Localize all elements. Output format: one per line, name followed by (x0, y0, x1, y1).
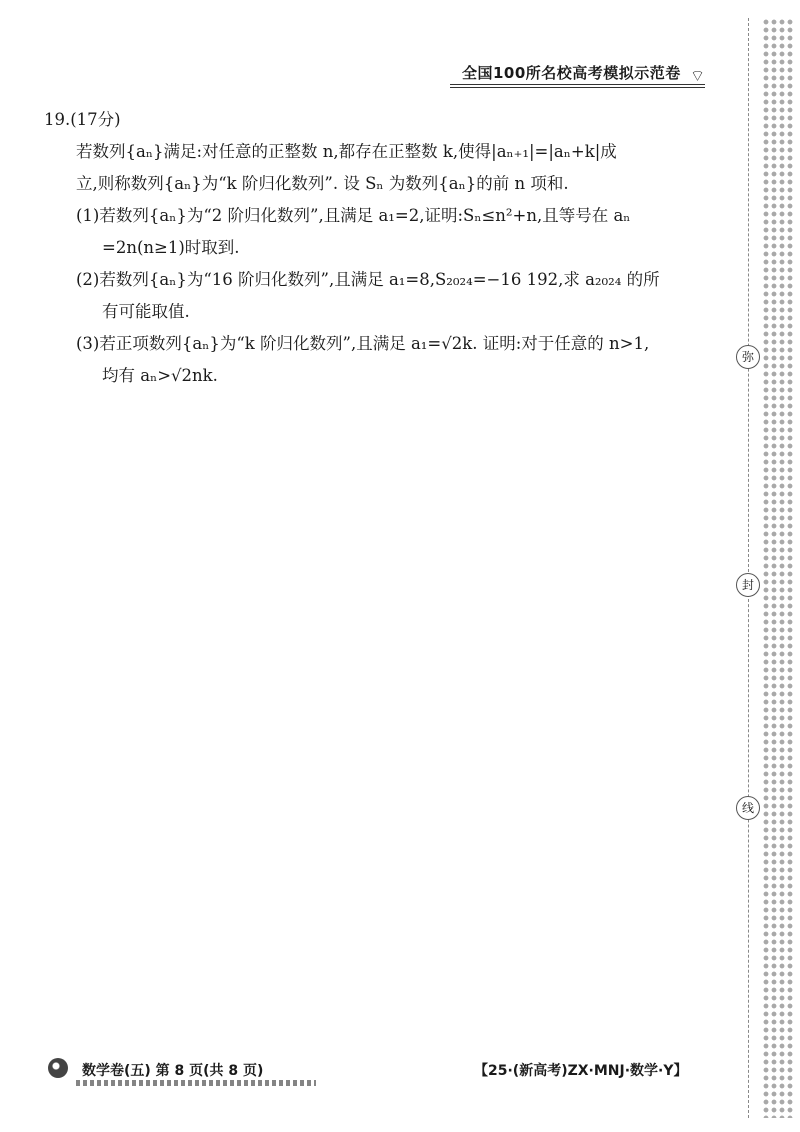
footer-left (48, 1058, 308, 1088)
part1-line: (1)若数列{aₙ}为“2 阶归化数列”,且满足 a₁=2,证明:Sₙ≤n²+n,且等号在 aₙ (76, 206, 631, 225)
binding-strip (741, 18, 800, 1118)
header-rule (450, 87, 705, 88)
question-points: (17分) (70, 110, 121, 129)
binding-dashed-line (748, 18, 749, 1118)
seal-mark: 弥 (736, 345, 760, 369)
question-intro-line: 若数列{aₙ}满足:对任意的正整数 n,都存在正整数 k,使得|aₙ₊₁|=|aₙ+k|成 (76, 142, 617, 161)
question-number: 19. (44, 110, 71, 129)
logo-icon (48, 1058, 68, 1078)
seal-mark: 线 (736, 796, 760, 820)
part3-line: (3)若正项数列{aₙ}为“k 阶归化数列”,且满足 a₁=√2k. 证明:对于任意的 n>1, (76, 334, 650, 353)
footer-page-info: 数学卷(五) 第 8 页(共 8 页) (82, 1063, 264, 1079)
header-title: 全国100所名校高考模拟示范卷 (462, 64, 681, 82)
binding-perforation (762, 18, 794, 1118)
question-intro-line: 立,则称数列{aₙ}为“k 阶归化数列”. 设 Sₙ 为数列{aₙ}的前 n 项和. (76, 174, 569, 193)
question-body (44, 104, 724, 392)
question-heading (44, 104, 724, 136)
part3-line: 均有 aₙ>√2nk. (102, 366, 218, 385)
part2-line: (2)若数列{aₙ}为“16 阶归化数列”,且满足 a₁=8,S₂₀₂₄=−16 192,求 a₂₀₂₄ 的所 (76, 270, 660, 289)
footer-wave-decoration (76, 1080, 316, 1086)
footer-code: 【25·(新高考)ZX·MNJ·数学·Y】 (474, 1063, 688, 1079)
part2-line: 有可能取值. (102, 302, 190, 321)
header-ornament-icon: ⌔ (690, 66, 706, 85)
part1-line: =2n(n≥1)时取到. (102, 238, 240, 257)
header-rule (450, 84, 705, 85)
page-header (440, 58, 730, 90)
seal-mark: 封 (736, 573, 760, 597)
